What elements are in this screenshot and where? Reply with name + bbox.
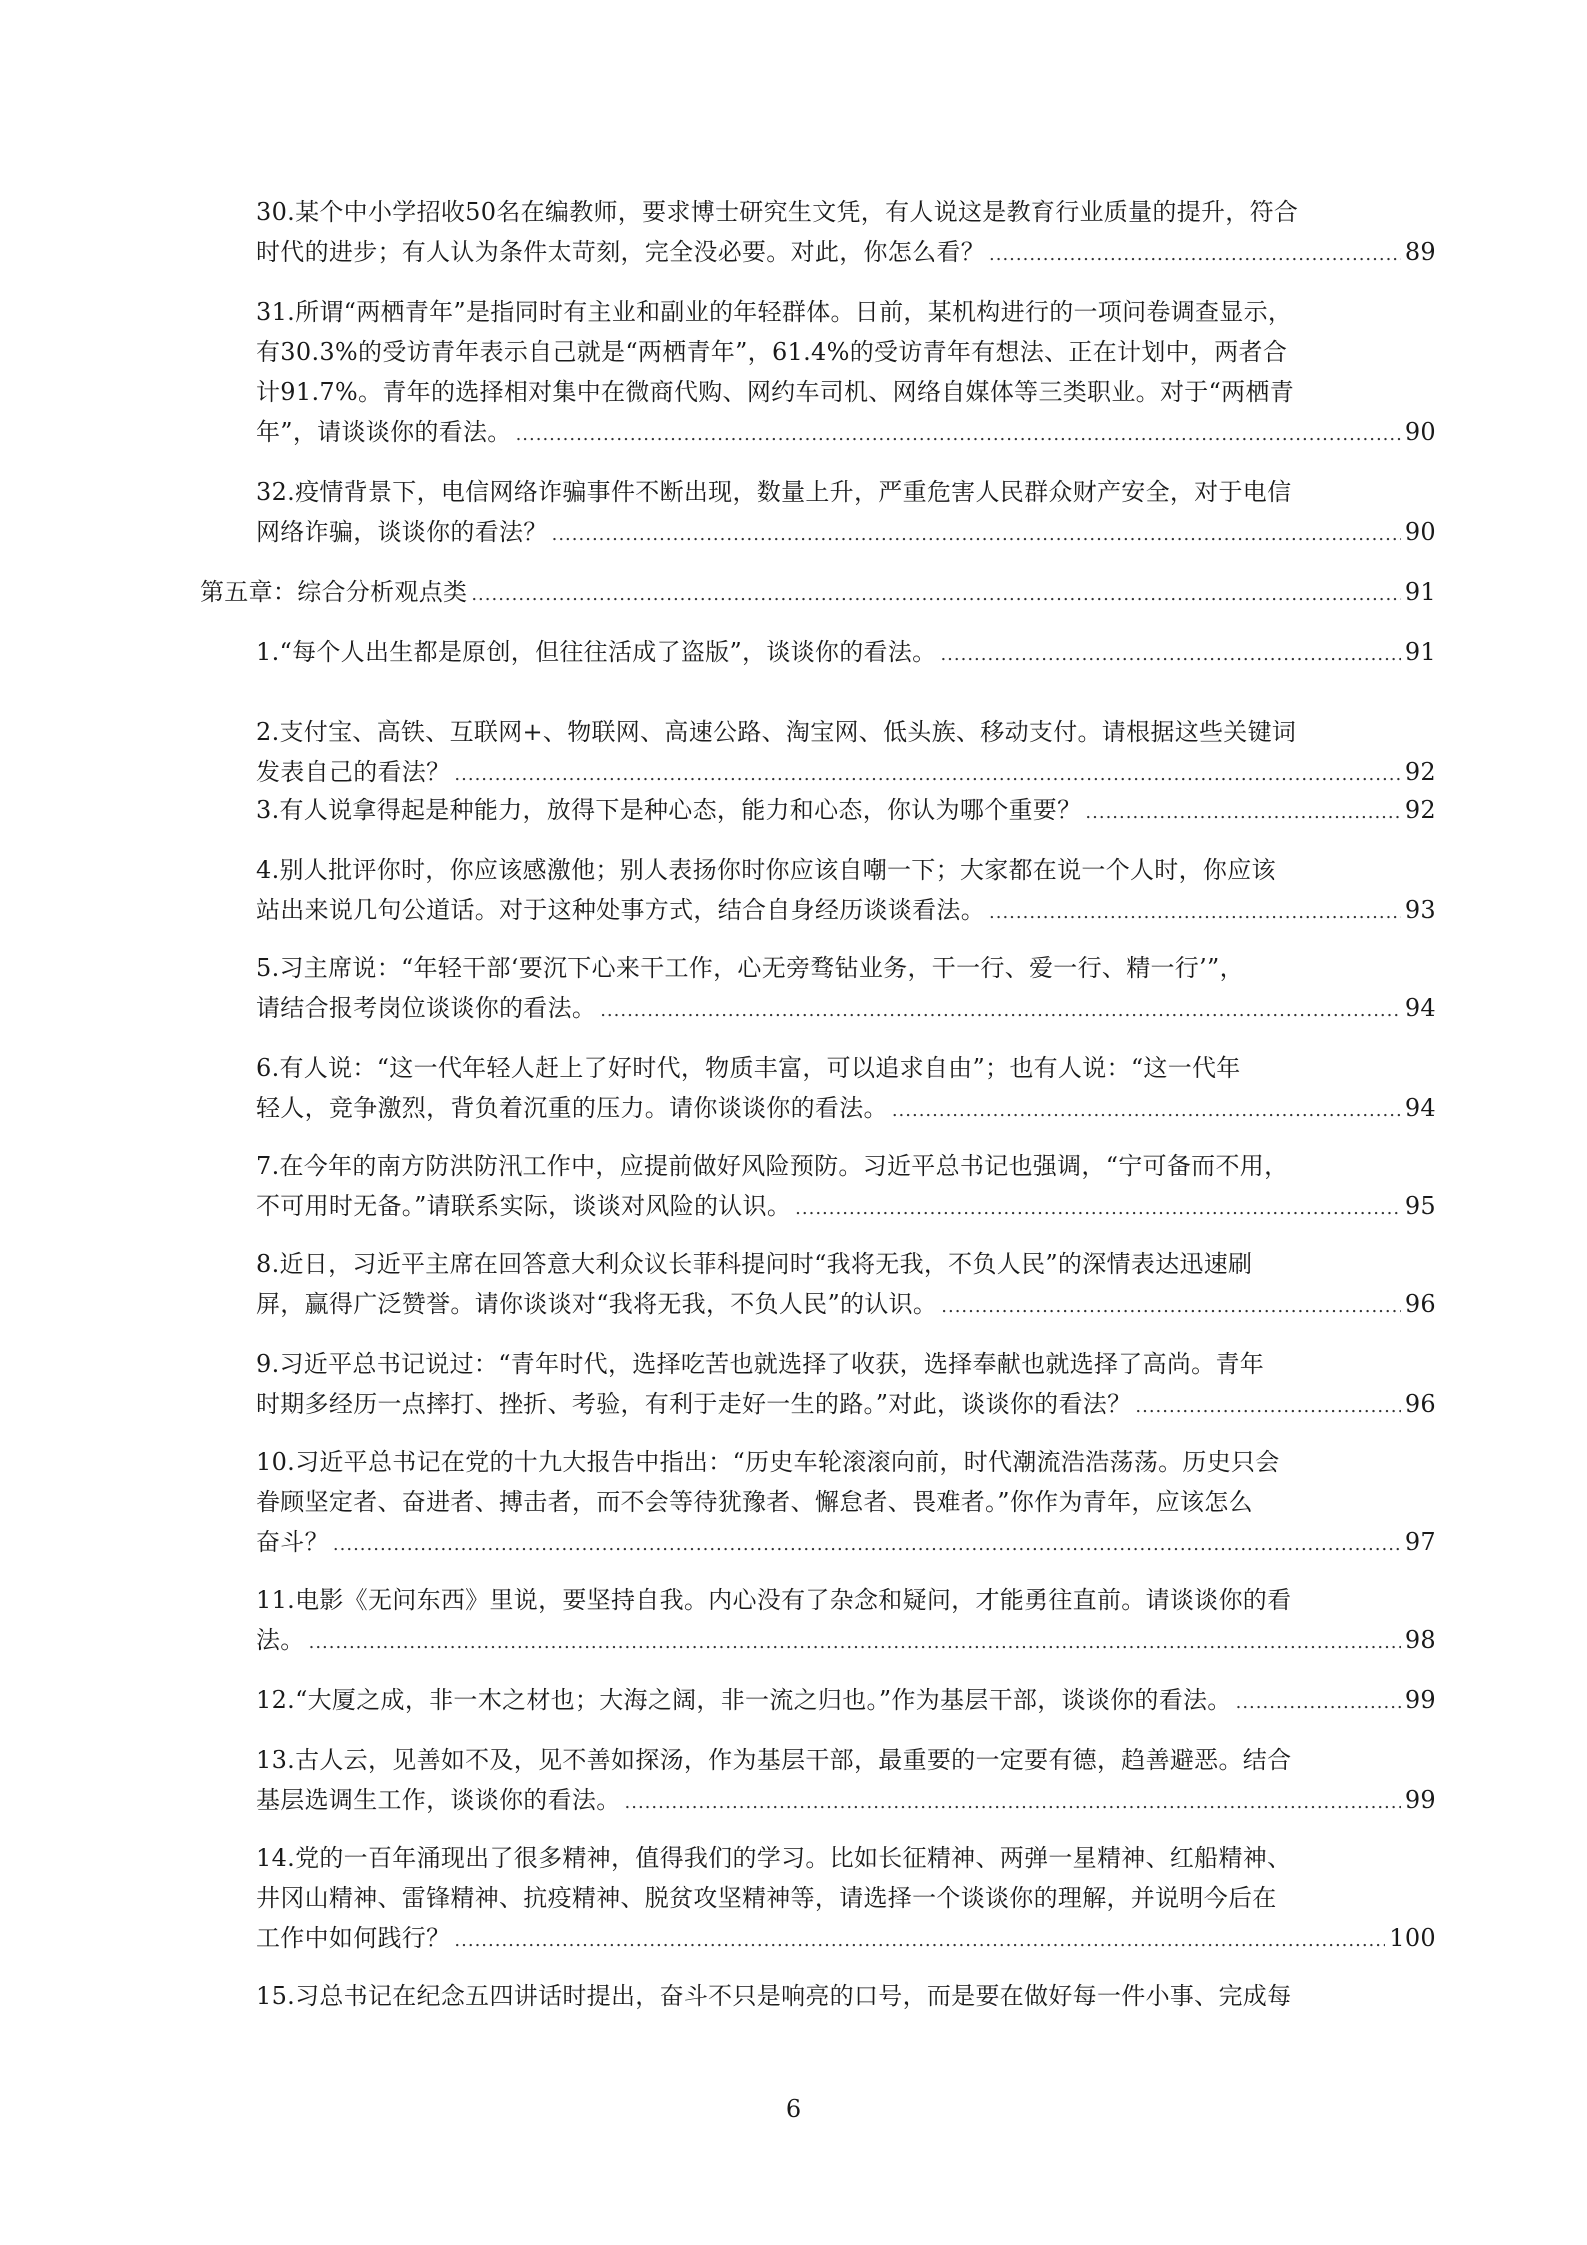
toc-page-number: 94 — [1404, 1094, 1436, 1122]
toc-entry[interactable] — [256, 1580, 1436, 1660]
toc-entry-line: 14.党的一百年涌现出了很多精神，值得我们的学习。比如长征精神、两弹一星精神、红船精神、 — [256, 1844, 1292, 1872]
toc-entry[interactable] — [256, 1344, 1436, 1424]
toc-entry[interactable] — [256, 1048, 1436, 1128]
dot-leader — [471, 575, 1401, 615]
toc-entry-title: 网络诈骗，谈谈你的看法？ — [256, 518, 548, 546]
toc-entry-title: 站出来说几句公道话。对于这种处事方式，结合自身经历谈谈看法。 — [256, 896, 985, 924]
toc-entry-last-line — [256, 232, 1436, 272]
toc-page-number: 98 — [1404, 1626, 1436, 1654]
toc-entry-last-line — [256, 1918, 1436, 1958]
toc-page-number: 91 — [1404, 638, 1436, 666]
toc-entry-line: 9.习近平总书记说过：“青年时代，选择吃苦也就选择了收获，选择奉献也就选择了高尚。青年 — [256, 1350, 1265, 1378]
toc-entry-line: 2.支付宝、高铁、互联网+、物联网、高速公路、淘宝网、低头族、移动支付。请根据这些关键词 — [256, 718, 1297, 746]
toc-page-number: 90 — [1404, 418, 1436, 446]
toc-page-number: 92 — [1404, 758, 1436, 786]
toc-entry-last-line — [256, 412, 1436, 452]
toc-entry-title: 12.“大厦之成，非一木之材也；大海之阔，非一流之归也。”作为基层干部，谈谈你的看法。 — [256, 1686, 1232, 1714]
toc-entry-title: 奋斗？ — [256, 1528, 329, 1556]
toc-entry-line: 11.电影《无问东西》里说，要坚持自我。内心没有了杂念和疑问，才能勇往直前。请谈谈你的看 — [256, 1586, 1292, 1614]
toc-entry-last-line — [256, 632, 1436, 672]
toc-entry-line: 13.古人云，见善如不及，见不善如探汤，作为基层干部，最重要的一定要有德，趋善避恶。结合 — [256, 1746, 1292, 1774]
toc-entry-line: 15.习总书记在纪念五四讲话时提出，奋斗不只是响亮的口号，而是要在做好每一件小事、完成每 — [256, 1982, 1292, 2010]
toc-entry-last-line — [256, 1186, 1436, 1226]
toc-chapter-entry[interactable] — [200, 572, 1436, 612]
toc-entry-line: 眷顾坚定者、奋进者、搏击者，而不会等待犹豫者、懈怠者、畏难者。”你作为青年，应该怎么 — [256, 1488, 1253, 1516]
dot-leader — [989, 893, 1401, 933]
toc-entry-title: 请结合报考岗位谈谈你的看法。 — [256, 994, 597, 1022]
toc-entry[interactable] — [256, 1146, 1436, 1226]
toc-entry-line: 10.习近平总书记在党的十九大报告中指出：“历史车轮滚滚向前，时代潮流浩浩荡荡。历史只会 — [256, 1448, 1280, 1476]
toc-entry[interactable] — [256, 850, 1436, 930]
toc-entry-title: 年”，请谈谈你的看法。 — [256, 418, 512, 446]
toc-entry-line: 有30.3%的受访青年表示自己就是“两栖青年”，61.4%的受访青年有想法、正在计划中，两者合 — [256, 338, 1288, 366]
toc-entry-title: 3.有人说拿得起是种能力，放得下是种心态，能力和心态，你认为哪个重要？ — [256, 796, 1082, 824]
toc-entry-last-line — [256, 1384, 1436, 1424]
toc-entry-last-line — [200, 572, 1436, 612]
toc-page-number: 96 — [1404, 1390, 1436, 1418]
toc-entry[interactable] — [256, 1740, 1436, 1820]
toc-entry-last-line — [256, 1088, 1436, 1128]
dot-leader — [516, 415, 1401, 455]
toc-entry-last-line — [256, 752, 1436, 792]
dot-leader — [454, 755, 1400, 795]
toc-entry-last-line — [256, 1522, 1436, 1562]
toc-entry-title: 屏，赢得广泛赞誉。请你谈谈对“我将无我，不负人民”的认识。 — [256, 1290, 938, 1318]
toc-page-number: 92 — [1404, 796, 1436, 824]
dot-leader — [333, 1525, 1401, 1565]
toc-entry-title: 工作中如何践行？ — [256, 1924, 451, 1952]
toc-entry-last-line — [256, 988, 1436, 1028]
toc-entry[interactable] — [256, 1680, 1436, 1720]
toc-entry[interactable] — [256, 712, 1436, 792]
page-number: 6 — [785, 2095, 802, 2123]
toc-entry-title: 时代的进步；有人认为条件太苛刻，完全没必要。对此，你怎么看？ — [256, 238, 985, 266]
dot-leader — [552, 515, 1401, 555]
toc-entry[interactable] — [256, 292, 1436, 452]
toc-page-number: 90 — [1404, 518, 1436, 546]
toc-entry-line: 32.疫情背景下，电信网络诈骗事件不断出现，数量上升，严重危害人民群众财产安全，对于电信 — [256, 478, 1292, 506]
dot-leader — [940, 635, 1400, 675]
toc-entry-title: 基层选调生工作，谈谈你的看法。 — [256, 1786, 621, 1814]
dot-leader — [625, 1783, 1401, 1823]
toc-page-number: 94 — [1404, 994, 1436, 1022]
toc-entry-title: 轻人，竞争激烈，背负着沉重的压力。请你谈谈你的看法。 — [256, 1094, 888, 1122]
toc-entry-title: 时期多经历一点摔打、挫折、考验，有利于走好一生的路。”对此，谈谈你的看法？ — [256, 1390, 1132, 1418]
toc-page-number: 97 — [1404, 1528, 1436, 1556]
toc-entry-last-line — [256, 1680, 1436, 1720]
toc-entry-last-line — [256, 1284, 1436, 1324]
toc-entry[interactable] — [256, 192, 1436, 272]
toc-entry[interactable] — [256, 1244, 1436, 1324]
toc-page-number: 95 — [1404, 1192, 1436, 1220]
toc-entry-line: 5.习主席说：“年轻干部‘要沉下心来干工作，心无旁骛钻业务，干一行、爱一行、精一行’”， — [256, 954, 1244, 982]
dot-leader — [1085, 793, 1400, 833]
dot-leader — [892, 1091, 1401, 1131]
toc-entry-title: 第五章：综合分析观点类 — [200, 578, 468, 606]
toc-page-number: 99 — [1404, 1786, 1436, 1814]
dot-leader — [1135, 1387, 1400, 1427]
dot-leader — [600, 991, 1401, 1031]
toc-entry-line: 4.别人批评你时，你应该感激他；别人表扬你时你应该自嘲一下；大家都在说一个人时，你应该 — [256, 856, 1276, 884]
toc-entry[interactable] — [256, 632, 1436, 672]
toc-page-number: 99 — [1404, 1686, 1436, 1714]
dot-leader — [941, 1287, 1401, 1327]
toc-page-number: 100 — [1389, 1924, 1436, 1952]
toc-entry[interactable] — [256, 1838, 1436, 1958]
toc-entry-last-line — [256, 1620, 1436, 1660]
toc-page-number: 93 — [1404, 896, 1436, 924]
dot-leader — [795, 1189, 1401, 1229]
toc-entry-line: 计91.7%。青年的选择相对集中在微商代购、网约车司机、网络自媒体等三类职业。对于“两栖青 — [256, 378, 1295, 406]
toc-page-number: 96 — [1404, 1290, 1436, 1318]
dot-leader — [309, 1623, 1401, 1663]
toc-entry-last-line — [256, 890, 1436, 930]
dot-leader — [1236, 1683, 1401, 1723]
toc-entry-line: 7.在今年的南方防洪防汛工作中，应提前做好风险预防。习近平总书记也强调，“宁可备而不用， — [256, 1152, 1289, 1180]
toc-entry-title: 不可用时无备。”请联系实际，谈谈对风险的认识。 — [256, 1192, 792, 1220]
dot-leader — [989, 235, 1401, 275]
dot-leader — [454, 1921, 1385, 1961]
toc-entry[interactable] — [256, 948, 1436, 1028]
toc-entry[interactable] — [256, 790, 1436, 830]
toc-entry-line: 6.有人说：“这一代年轻人赶上了好时代，物质丰富，可以追求自由”；也有人说：“这一代年 — [256, 1054, 1241, 1082]
toc-entry-line: 8.近日，习近平主席在回答意大利众议长菲科提问时“我将无我，不负人民”的深情表达迅速刷 — [256, 1250, 1253, 1278]
toc-entry[interactable] — [256, 472, 1436, 552]
toc-page-number: 89 — [1404, 238, 1436, 266]
toc-entry-line: 30.某个中小学招收50名在编教师，要求博士研究生文凭，有人说这是教育行业质量的提升，符合 — [256, 198, 1299, 226]
toc-entry-line: 井冈山精神、雷锋精神、抗疫精神、脱贫攻坚精神等，请选择一个谈谈你的理解，并说明今后在 — [256, 1884, 1277, 1912]
toc-entry-last-line — [256, 512, 1436, 552]
toc-entry-line: 31.所谓“两栖青年”是指同时有主业和副业的年轻群体。日前，某机构进行的一项问卷调查显示， — [256, 298, 1293, 326]
toc-entry[interactable] — [256, 1976, 1436, 2016]
toc-page-number: 91 — [1404, 578, 1436, 606]
toc-entry[interactable] — [256, 1442, 1436, 1562]
toc-entry-title: 法。 — [256, 1626, 305, 1654]
toc-entry-title: 发表自己的看法？ — [256, 758, 451, 786]
toc-entry-title: 1.“每个人出生都是原创，但往往活成了盗版”，谈谈你的看法。 — [256, 638, 937, 666]
toc-entry-last-line — [256, 790, 1436, 830]
toc-entry-last-line — [256, 1780, 1436, 1820]
